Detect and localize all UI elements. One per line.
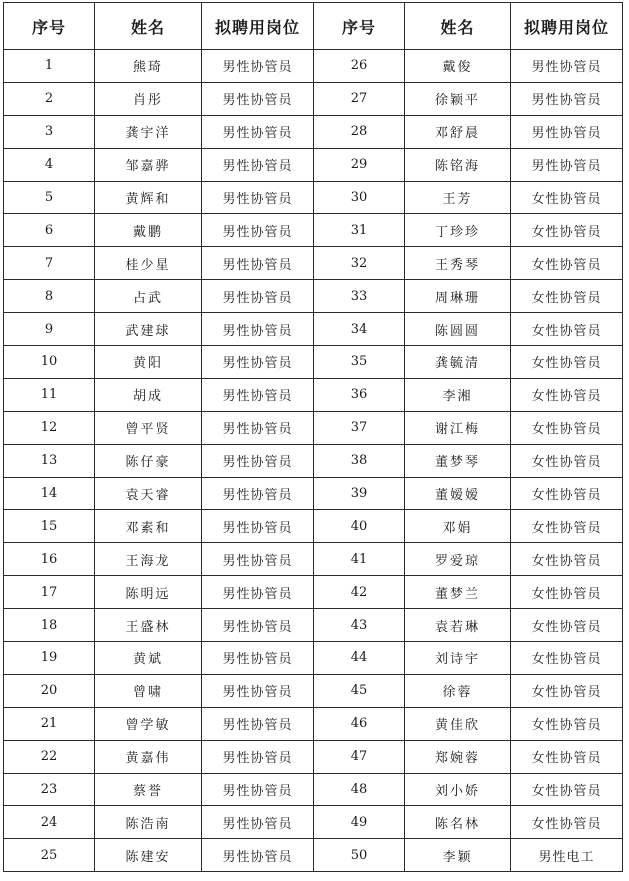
position-cell-right: 女性协管员 <box>511 543 623 576</box>
serial-cell-right: 50 <box>314 839 405 872</box>
name-cell-left: 曾啸 <box>95 674 202 707</box>
table-row <box>4 50 623 83</box>
serial-cell-right: 33 <box>314 280 405 313</box>
name-cell-left: 陈浩南 <box>95 806 202 839</box>
position-cell-left: 男性协管员 <box>202 115 314 148</box>
table-row <box>4 740 623 773</box>
position-cell-left: 男性协管员 <box>202 707 314 740</box>
position-cell-left: 男性协管员 <box>202 378 314 411</box>
table-row <box>4 247 623 280</box>
name-cell-right: 王秀琴 <box>405 247 511 280</box>
position-cell-right: 女性协管员 <box>511 740 623 773</box>
serial-cell-left: 5 <box>4 181 95 214</box>
table-row <box>4 313 623 346</box>
position-cell-right: 女性协管员 <box>511 642 623 675</box>
serial-cell-right: 49 <box>314 806 405 839</box>
table-row <box>4 280 623 313</box>
table-row <box>4 642 623 675</box>
serial-cell-right: 41 <box>314 543 405 576</box>
name-cell-right: 刘小娇 <box>405 773 511 806</box>
serial-cell-right: 47 <box>314 740 405 773</box>
header-name-right: 姓名 <box>405 3 511 50</box>
name-cell-left: 王海龙 <box>95 543 202 576</box>
serial-cell-right: 26 <box>314 50 405 83</box>
name-cell-right: 邓娟 <box>405 510 511 543</box>
name-cell-left: 熊琦 <box>95 50 202 83</box>
table-row <box>4 510 623 543</box>
position-cell-left: 男性协管员 <box>202 609 314 642</box>
position-cell-left: 男性协管员 <box>202 444 314 477</box>
name-cell-right: 陈名林 <box>405 806 511 839</box>
position-cell-right: 男性电工 <box>511 839 623 872</box>
name-cell-right: 王芳 <box>405 181 511 214</box>
name-cell-right: 罗爱琼 <box>405 543 511 576</box>
position-cell-right: 女性协管员 <box>511 609 623 642</box>
position-cell-left: 男性协管员 <box>202 82 314 115</box>
serial-cell-left: 8 <box>4 280 95 313</box>
position-cell-right: 女性协管员 <box>511 773 623 806</box>
name-cell-right: 邓舒晨 <box>405 115 511 148</box>
name-cell-right: 陈铭海 <box>405 148 511 181</box>
name-cell-left: 蔡誉 <box>95 773 202 806</box>
serial-cell-right: 29 <box>314 148 405 181</box>
name-cell-left: 戴鹏 <box>95 214 202 247</box>
position-cell-right: 女性协管员 <box>511 411 623 444</box>
name-cell-right: 徐蓉 <box>405 674 511 707</box>
name-cell-left: 王盛林 <box>95 609 202 642</box>
serial-cell-right: 39 <box>314 477 405 510</box>
serial-cell-right: 45 <box>314 674 405 707</box>
serial-cell-left: 16 <box>4 543 95 576</box>
serial-cell-right: 40 <box>314 510 405 543</box>
name-cell-right: 龚毓清 <box>405 346 511 379</box>
position-cell-right: 男性协管员 <box>511 115 623 148</box>
position-cell-left: 男性协管员 <box>202 642 314 675</box>
position-cell-right: 女性协管员 <box>511 707 623 740</box>
serial-cell-left: 19 <box>4 642 95 675</box>
position-cell-right: 女性协管员 <box>511 444 623 477</box>
name-cell-left: 陈仔豪 <box>95 444 202 477</box>
name-cell-right: 谢江梅 <box>405 411 511 444</box>
name-cell-right: 戴俊 <box>405 50 511 83</box>
position-cell-right: 女性协管员 <box>511 280 623 313</box>
table-row <box>4 674 623 707</box>
serial-cell-left: 23 <box>4 773 95 806</box>
serial-cell-left: 25 <box>4 839 95 872</box>
name-cell-right: 周琳珊 <box>405 280 511 313</box>
name-cell-right: 董梦兰 <box>405 576 511 609</box>
table-row <box>4 378 623 411</box>
serial-cell-right: 36 <box>314 378 405 411</box>
name-cell-right: 李颖 <box>405 839 511 872</box>
serial-cell-right: 28 <box>314 115 405 148</box>
table-row <box>4 707 623 740</box>
serial-cell-left: 12 <box>4 411 95 444</box>
serial-cell-left: 6 <box>4 214 95 247</box>
serial-cell-right: 27 <box>314 82 405 115</box>
serial-cell-left: 4 <box>4 148 95 181</box>
position-cell-right: 男性协管员 <box>511 148 623 181</box>
name-cell-right: 董嫒嫒 <box>405 477 511 510</box>
position-cell-left: 男性协管员 <box>202 148 314 181</box>
position-cell-left: 男性协管员 <box>202 543 314 576</box>
table-row <box>4 115 623 148</box>
name-cell-left: 武建球 <box>95 313 202 346</box>
serial-cell-left: 18 <box>4 609 95 642</box>
serial-cell-right: 38 <box>314 444 405 477</box>
header-position-right: 拟聘用岗位 <box>511 3 623 50</box>
name-cell-left: 肖彤 <box>95 82 202 115</box>
serial-cell-right: 44 <box>314 642 405 675</box>
position-cell-left: 男性协管员 <box>202 477 314 510</box>
name-cell-left: 黄斌 <box>95 642 202 675</box>
hiring-list-table <box>3 2 623 872</box>
table-row <box>4 609 623 642</box>
table-row <box>4 148 623 181</box>
position-cell-left: 男性协管员 <box>202 280 314 313</box>
serial-cell-left: 17 <box>4 576 95 609</box>
header-position-left: 拟聘用岗位 <box>202 3 314 50</box>
position-cell-left: 男性协管员 <box>202 181 314 214</box>
serial-cell-right: 37 <box>314 411 405 444</box>
name-cell-left: 陈明远 <box>95 576 202 609</box>
position-cell-right: 女性协管员 <box>511 806 623 839</box>
header-serial-left: 序号 <box>4 3 95 50</box>
position-cell-right: 女性协管员 <box>511 346 623 379</box>
header-name-left: 姓名 <box>95 3 202 50</box>
name-cell-left: 曾学敏 <box>95 707 202 740</box>
table-row <box>4 806 623 839</box>
name-cell-right: 李湘 <box>405 378 511 411</box>
serial-cell-left: 22 <box>4 740 95 773</box>
name-cell-left: 邹嘉骅 <box>95 148 202 181</box>
name-cell-right: 袁若琳 <box>405 609 511 642</box>
position-cell-left: 男性协管员 <box>202 839 314 872</box>
position-cell-left: 男性协管员 <box>202 214 314 247</box>
table-row <box>4 82 623 115</box>
position-cell-left: 男性协管员 <box>202 576 314 609</box>
name-cell-right: 黄佳欣 <box>405 707 511 740</box>
serial-cell-left: 21 <box>4 707 95 740</box>
position-cell-right: 男性协管员 <box>511 82 623 115</box>
table-row <box>4 444 623 477</box>
serial-cell-right: 35 <box>314 346 405 379</box>
serial-cell-left: 1 <box>4 50 95 83</box>
serial-cell-left: 13 <box>4 444 95 477</box>
table-row <box>4 477 623 510</box>
position-cell-left: 男性协管员 <box>202 346 314 379</box>
serial-cell-right: 34 <box>314 313 405 346</box>
table-row <box>4 411 623 444</box>
name-cell-left: 黄阳 <box>95 346 202 379</box>
name-cell-right: 董梦琴 <box>405 444 511 477</box>
position-cell-left: 男性协管员 <box>202 510 314 543</box>
position-cell-left: 男性协管员 <box>202 411 314 444</box>
serial-cell-left: 24 <box>4 806 95 839</box>
position-cell-right: 男性协管员 <box>511 50 623 83</box>
position-cell-right: 女性协管员 <box>511 576 623 609</box>
position-cell-right: 女性协管员 <box>511 181 623 214</box>
position-cell-left: 男性协管员 <box>202 247 314 280</box>
serial-cell-left: 10 <box>4 346 95 379</box>
position-cell-left: 男性协管员 <box>202 674 314 707</box>
serial-cell-left: 14 <box>4 477 95 510</box>
serial-cell-right: 32 <box>314 247 405 280</box>
name-cell-right: 陈圆圆 <box>405 313 511 346</box>
position-cell-left: 男性协管员 <box>202 50 314 83</box>
position-cell-left: 男性协管员 <box>202 773 314 806</box>
serial-cell-left: 20 <box>4 674 95 707</box>
serial-cell-left: 9 <box>4 313 95 346</box>
name-cell-left: 黄嘉伟 <box>95 740 202 773</box>
position-cell-left: 男性协管员 <box>202 740 314 773</box>
serial-cell-left: 7 <box>4 247 95 280</box>
position-cell-right: 女性协管员 <box>511 477 623 510</box>
table-row <box>4 346 623 379</box>
name-cell-left: 曾平贤 <box>95 411 202 444</box>
name-cell-left: 陈建安 <box>95 839 202 872</box>
table-row <box>4 839 623 872</box>
table-row <box>4 773 623 806</box>
name-cell-right: 刘诗宇 <box>405 642 511 675</box>
serial-cell-left: 2 <box>4 82 95 115</box>
position-cell-right: 女性协管员 <box>511 214 623 247</box>
serial-cell-left: 15 <box>4 510 95 543</box>
serial-cell-right: 43 <box>314 609 405 642</box>
header-row <box>4 3 623 50</box>
serial-cell-right: 42 <box>314 576 405 609</box>
position-cell-left: 男性协管员 <box>202 806 314 839</box>
serial-cell-right: 31 <box>314 214 405 247</box>
table-row <box>4 181 623 214</box>
name-cell-left: 龚宇洋 <box>95 115 202 148</box>
table-row <box>4 576 623 609</box>
name-cell-left: 桂少星 <box>95 247 202 280</box>
serial-cell-right: 30 <box>314 181 405 214</box>
name-cell-left: 胡成 <box>95 378 202 411</box>
position-cell-right: 女性协管员 <box>511 510 623 543</box>
name-cell-left: 袁天睿 <box>95 477 202 510</box>
name-cell-right: 徐颖平 <box>405 82 511 115</box>
serial-cell-right: 46 <box>314 707 405 740</box>
serial-cell-left: 11 <box>4 378 95 411</box>
serial-cell-left: 3 <box>4 115 95 148</box>
position-cell-right: 女性协管员 <box>511 247 623 280</box>
name-cell-right: 丁珍珍 <box>405 214 511 247</box>
table-row <box>4 214 623 247</box>
position-cell-right: 女性协管员 <box>511 378 623 411</box>
position-cell-right: 女性协管员 <box>511 674 623 707</box>
name-cell-right: 郑婉蓉 <box>405 740 511 773</box>
name-cell-left: 黄辉和 <box>95 181 202 214</box>
serial-cell-right: 48 <box>314 773 405 806</box>
table-row <box>4 543 623 576</box>
name-cell-left: 占武 <box>95 280 202 313</box>
position-cell-right: 女性协管员 <box>511 313 623 346</box>
name-cell-left: 邓素和 <box>95 510 202 543</box>
header-serial-right: 序号 <box>314 3 405 50</box>
position-cell-left: 男性协管员 <box>202 313 314 346</box>
